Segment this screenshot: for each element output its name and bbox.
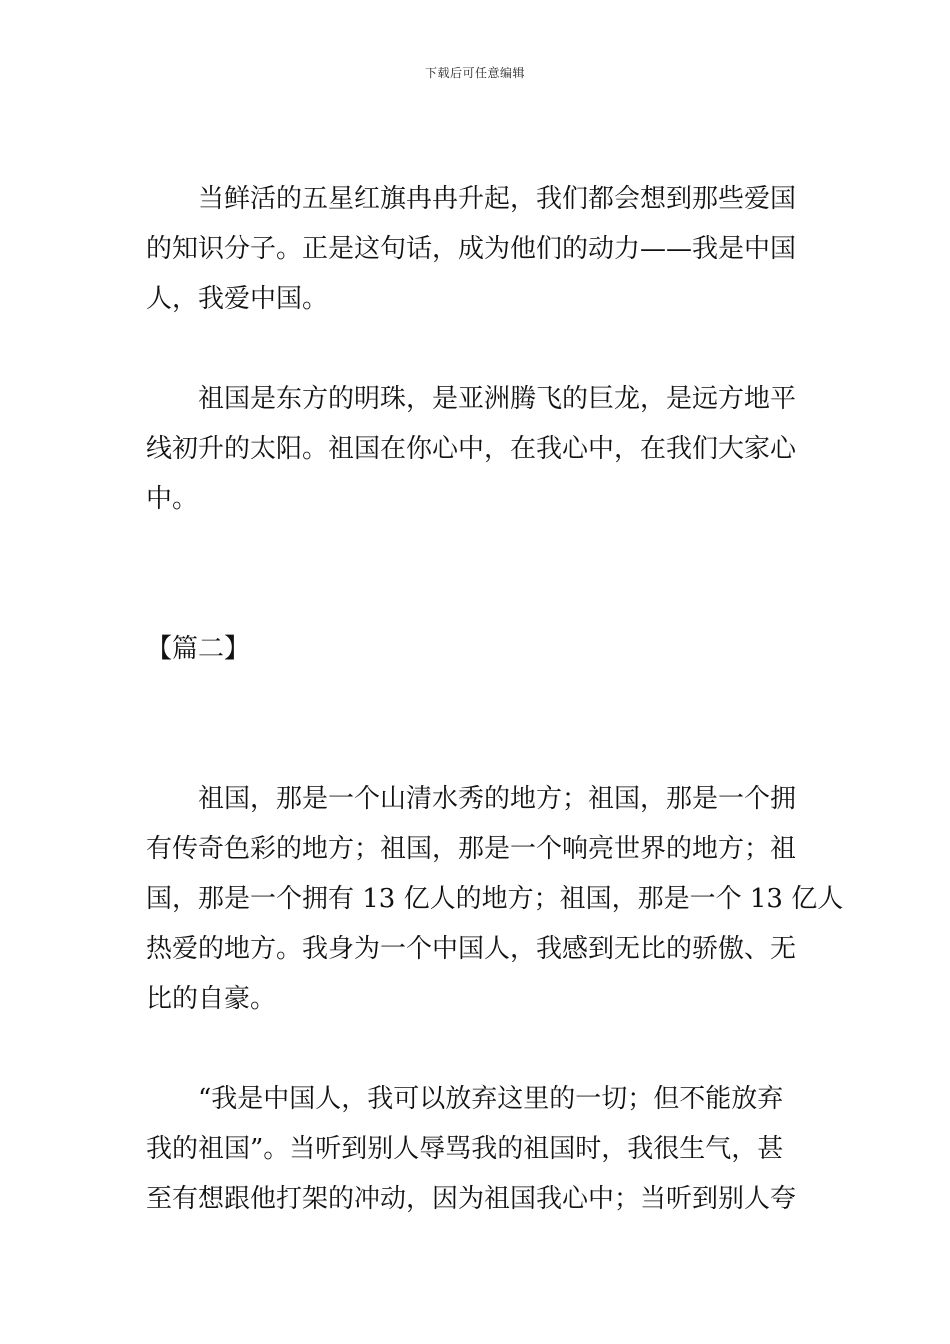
paragraph-line: 人，我爱中国。 [146, 284, 329, 314]
section-heading-text: 【篇二】 [146, 634, 251, 664]
paragraph-line: 热爱的地方。我身为一个中国人，我感到无比的骄傲、无 [146, 934, 797, 964]
paragraph-line: 当鲜活的五星红旗冉冉升起，我们都会想到那些爱国 [198, 184, 797, 214]
paragraph-line: “我是中国人，我可以放弃这里的一切；但不能放弃 [198, 1084, 784, 1114]
paragraph-4 [146, 1074, 806, 1224]
paragraph-line: 的知识分子。正是这句话，成为他们的动力——我是中国 [146, 234, 797, 264]
paragraph-line: 祖国，那是一个山清水秀的地方；祖国，那是一个拥 [198, 784, 797, 814]
paragraph-1 [146, 174, 806, 324]
paragraph-line: 国，那是一个拥有 13 亿人的地方；祖国，那是一个 13 亿人 [146, 884, 844, 914]
paragraph-line: 我的祖国”。当听到别人辱骂我的祖国时，我很生气，甚 [146, 1134, 784, 1164]
paragraph-line: 有传奇色彩的地方；祖国，那是一个响亮世界的地方；祖 [146, 834, 797, 864]
paragraph-3 [146, 774, 844, 1024]
section-heading [146, 624, 806, 674]
paragraph-line: 比的自豪。 [146, 984, 277, 1014]
paragraph-line: 至有想跟他打架的冲动，因为祖国我心中；当听到别人夸 [146, 1184, 797, 1214]
paragraph-line: 中。 [146, 484, 199, 514]
paragraph-line: 祖国是东方的明珠，是亚洲腾飞的巨龙，是远方地平 [198, 384, 797, 414]
paragraph-2 [146, 374, 806, 524]
page-header: 下载后可任意编辑 [424, 66, 525, 80]
paragraph-line: 线初升的太阳。祖国在你心中，在我心中，在我们大家心 [146, 434, 797, 464]
